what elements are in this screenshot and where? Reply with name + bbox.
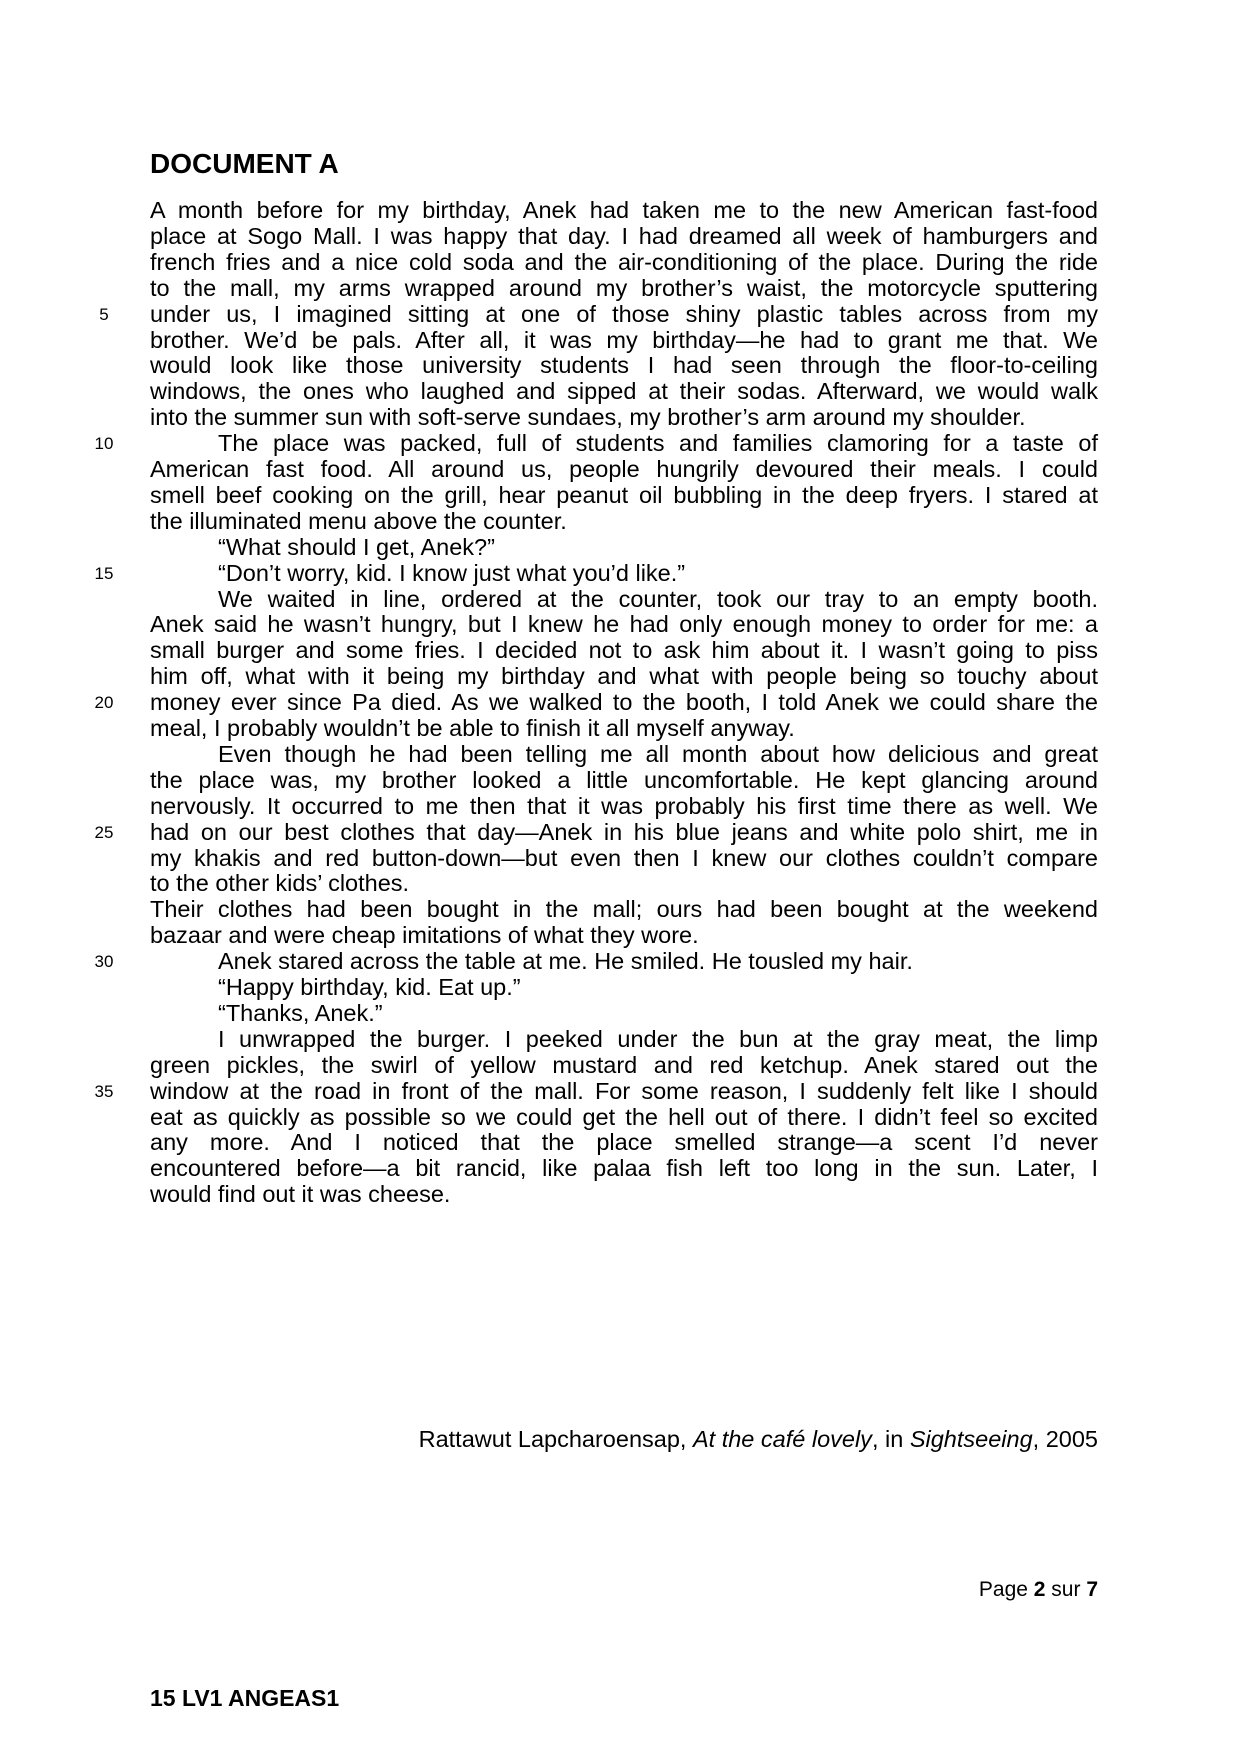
line-number: 35 xyxy=(94,1081,114,1101)
passage-line: “Don’t worry, kid. I know just what you’d like.” xyxy=(218,559,686,586)
passage-line: my khakis and red button-down—but even then I knew our clothes couldn’t compare xyxy=(150,844,1098,871)
attribution-author: Rattawut Lapcharoensap, xyxy=(418,1426,693,1452)
passage-line: A month before for my birthday, Anek had taken me to the new American fast-food xyxy=(150,197,1098,223)
passage-line: the place was, my brother looked a little uncomfortable. He kept glancing around xyxy=(150,766,1098,793)
passage-line: “Thanks, Anek.” xyxy=(218,999,383,1026)
passage-line: to the mall, my arms wrapped around my brother’s waist, the motorcycle sputtering xyxy=(150,274,1098,301)
passage-line: small burger and some fries. I decided not to ask him about it. I wasn’t going to piss xyxy=(150,637,1098,664)
passage-line: I unwrapped the burger. I peeked under the bun at the gray meat, the limp xyxy=(218,1025,1098,1052)
passage-line: into the summer sun with soft-serve sundaes, my brother’s arm around my shoulder. xyxy=(150,404,1026,431)
page-number-current: 2 xyxy=(1033,1578,1046,1601)
passage-line: would find out it was cheese. xyxy=(150,1181,451,1208)
passage-line: money ever since Pa died. As we walked to the booth, I told Anek we could share the xyxy=(150,689,1098,716)
passage-line: had on our best clothes that day—Anek in his blue jeans and white polo shirt, me in xyxy=(150,818,1098,845)
passage-line: windows, the ones who laughed and sipped at their sodas. Afterward, we would walk xyxy=(150,378,1098,405)
passage-line: him off, what with it being my birthday and what with people being so touchy about xyxy=(150,663,1098,690)
attribution-book: Sightseeing xyxy=(909,1426,1033,1452)
page-number-middle: sur xyxy=(1045,1578,1087,1601)
line-number: 5 xyxy=(99,304,109,324)
line-number: 20 xyxy=(94,693,114,713)
line-number: 30 xyxy=(94,952,114,972)
passage-line: meal, I probably wouldn’t be able to finish it all myself anyway. xyxy=(150,715,795,741)
passage-line: encountered before—a bit rancid, like palaa fish left too long in the sun. Later, I xyxy=(150,1155,1098,1182)
passage-line: the illuminated menu above the counter. xyxy=(150,507,567,534)
attribution-sep: , in xyxy=(871,1426,910,1452)
attribution xyxy=(150,1426,1098,1453)
passage-line: french fries and a nice cold soda and the air-conditioning of the place. During the ride xyxy=(150,248,1098,275)
passage-line: window at the road in front of the mall. For some reason, I suddenly felt like I should xyxy=(150,1077,1098,1104)
passage-line: eat as quickly as possible so we could get the hell out of there. I didn’t feel so excited xyxy=(150,1103,1098,1130)
passage-line: “Happy birthday, kid. Eat up.” xyxy=(218,974,521,1000)
passage-line: “What should I get, Anek?” xyxy=(218,533,495,560)
attribution-work: At the café lovely xyxy=(692,1426,872,1452)
attribution-year: , 2005 xyxy=(1032,1426,1098,1452)
passage-line: nervously. It occurred to me then that it was probably his first time there as well. We xyxy=(150,792,1098,819)
passage-line: Their clothes had been bought in the mall; ours had been bought at the weekend xyxy=(150,896,1098,923)
document-title: DOCUMENT A xyxy=(150,148,339,179)
line-number: 15 xyxy=(94,563,114,583)
passage-line: would look like those university students I had seen through the floor-to-ceiling xyxy=(150,352,1098,379)
passage-line: green pickles, the swirl of yellow mustard and red ketchup. Anek stared out the xyxy=(150,1051,1098,1078)
passage-line: Anek said he wasn’t hungry, but I knew he had only enough money to order for me: a xyxy=(150,611,1098,638)
passage-line: The place was packed, full of students and families clamoring for a taste of xyxy=(218,430,1098,457)
passage-line: bazaar and were cheap imitations of what they wore. xyxy=(150,922,699,949)
passage-line: any more. And I noticed that the place smelled strange—a scent I’d never xyxy=(150,1129,1098,1156)
passage-line: smell beef cooking on the grill, hear peanut oil bubbling in the deep fryers. I stared at xyxy=(150,481,1098,508)
page-number-total: 7 xyxy=(1086,1578,1098,1601)
passage-line: Anek stared across the table at me. He smiled. He tousled my hair. xyxy=(218,948,913,975)
page-number-prefix: Page xyxy=(978,1578,1034,1601)
line-number: 25 xyxy=(94,822,114,842)
passage-line: American fast food. All around us, people hungrily devoured their meals. I could xyxy=(150,456,1098,482)
passage-line: brother. We’d be pals. After all, it was my birthday—he had to grant me that. We xyxy=(150,326,1098,353)
passage-line: to the other kids’ clothes. xyxy=(150,870,410,897)
page-number xyxy=(900,1578,1098,1602)
exam-code: 15 LV1 ANGEAS1 xyxy=(150,1685,340,1711)
passage-line: We waited in line, ordered at the counter, took our tray to an empty booth. xyxy=(218,585,1098,612)
line-number: 10 xyxy=(94,434,114,454)
passage-line: Even though he had been telling me all month about how delicious and great xyxy=(218,740,1098,767)
passage-line: place at Sogo Mall. I was happy that day. I had dreamed all week of hamburgers and xyxy=(150,222,1098,249)
passage-line: under us, I imagined sitting at one of those shiny plastic tables across from my xyxy=(150,300,1098,327)
